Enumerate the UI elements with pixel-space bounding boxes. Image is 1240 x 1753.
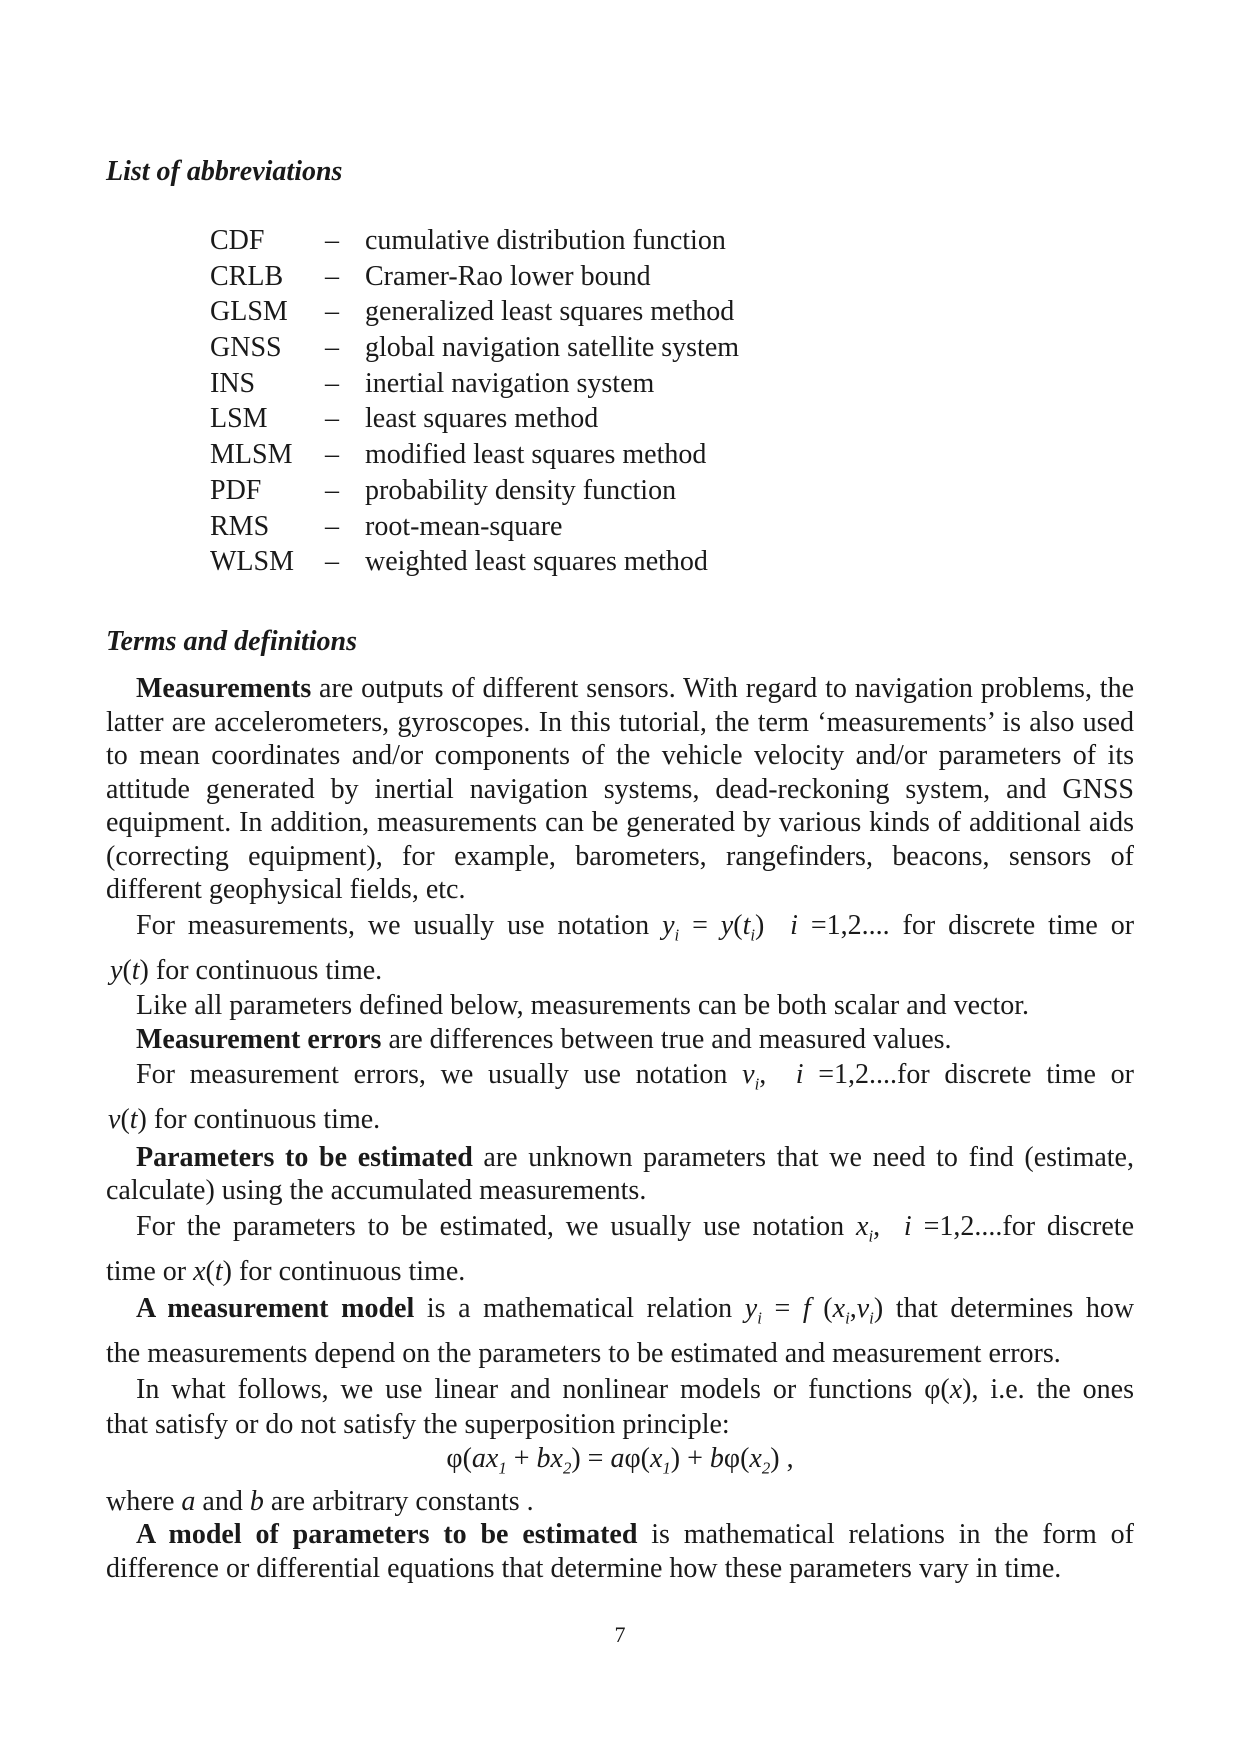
abbreviation-dash: – [325,510,339,542]
formula-vi: $v_i$, i =1,2.... [742,1059,898,1094]
definition-text: that determines how [895,1293,1135,1325]
abbreviation-row [210,330,739,366]
abbreviation-code: WLSM [210,546,294,578]
abbreviation-meaning: least squares method [365,403,599,435]
superposition-formula: $\varphi(ax_1 + bx_2) = a\varphi(x_1) + b\varphi(x_2)$ , [446,1442,794,1478]
body-text: and [202,1485,243,1517]
paragraph-continuation [106,954,1134,988]
variable-a: a [181,1485,196,1517]
abbreviation-row [210,473,739,509]
definition-text: are outputs of different sensors. With regard to navigation problems, the latter are accelerometers, gyroscopes. In this tutorial, the term ‘measurements’ is also used to mean coordinates and/or components of the vehicle velocity and/or parameters of its attitude generated by inertial navigation systems, dead-reckoning system, and GNSS equipment. In addition, measurements can be generated by various kinds of additional aids (correcting equipment), for example, barometers, rangefinders, beacons, sensors of different geophysical fields, etc. [106,673,1134,905]
notation-text: for discrete [1002,1210,1134,1242]
notation-text: for continuous time. [153,1104,381,1136]
notation-text: for discrete time or [897,1059,1135,1091]
paragraph-measurement-errors [106,1023,1134,1057]
abbreviation-dash: – [325,439,339,471]
abbreviation-dash: – [325,474,339,506]
variable-b: b [249,1485,264,1517]
abbreviation-dash: – [325,296,339,328]
formula-yi: $y_i = y(t_i)$ i =1,2.... [662,909,890,945]
definition-text: is mathematical relations in the form of difference or differential equations that determine how these parameters vary in time. [106,1519,1134,1584]
paragraph-measurement-model [106,1292,1134,1335]
abbreviation-meaning: weighted least squares method [365,546,708,578]
body-text: , i.e. the ones [971,1373,1134,1405]
formula-yt: y(t) [110,954,149,986]
abbreviation-code: CDF [210,225,265,256]
paragraph-continuation [106,1255,1134,1289]
abbreviation-code: CRLB [210,260,284,292]
notation-text: For measurements, we usually use notation [136,909,650,941]
abbreviation-dash: – [325,403,339,435]
paragraph-measurement-notation [106,909,1134,952]
definition-text: are unknown parameters that we need to find (estimate, calculate) using the accumulated measurements. [106,1141,1134,1207]
abbreviation-code: LSM [210,403,268,435]
definition-text: is a mathematical relation [414,1293,733,1325]
paragraph-parameter-model [106,1518,1134,1585]
formula-xi: $x_i$, i =1,2.... [856,1210,1003,1246]
abbreviation-row [210,437,739,473]
abbreviations-list [210,223,739,580]
abbreviation-row [210,544,739,580]
abbreviation-meaning: cumulative distribution function [365,225,726,256]
paragraph-measurements [106,672,1134,907]
paragraph-linear-models [106,1373,1134,1407]
definition-text: are differences between true and measured values. [381,1023,952,1055]
paragraph-parameters [106,1141,1134,1208]
term-parameters-to-be-estimated: Parameters to be estimated [136,1141,473,1173]
abbreviation-code: PDF [210,474,262,506]
abbreviation-meaning: root-mean-square [365,510,563,542]
abbreviation-dash: – [325,332,339,364]
formula-vt: v(t) [108,1104,147,1136]
abbreviation-code: GLSM [210,296,288,328]
abbreviation-meaning: generalized least squares method [365,296,735,328]
abbreviation-row [210,509,739,545]
abbreviation-dash: – [325,367,339,399]
abbreviation-meaning: Cramer-Rao lower bound [365,260,651,292]
notation-text: for discrete time or [902,909,1135,941]
abbreviation-row [210,259,739,295]
paragraph-continuation: that satisfy or do not satisfy the superposition principle: [106,1409,730,1441]
abbreviation-row [210,401,739,437]
term-parameter-model: A model of parameters to be estimated [136,1519,638,1551]
paragraph-parameter-notation [106,1210,1134,1253]
term-measurement-errors: Measurement errors [136,1023,382,1055]
abbreviation-code: INS [210,367,256,399]
abbreviation-row [210,366,739,402]
paragraph-continuation: the measurements depend on the parameters to be estimated and measurement errors. [106,1338,1061,1370]
abbreviation-dash: – [325,225,339,256]
abbreviation-meaning: probability density function [365,474,677,506]
notation-text: for continuous time. [155,954,383,986]
abbreviation-code: GNSS [210,332,282,364]
formula-model: $y_i = f$ $(x_i,v_i)$ [744,1293,884,1328]
abbreviation-meaning: inertial navigation system [365,367,655,399]
page-number: 7 [614,1622,626,1647]
body-text: are arbitrary constants . [270,1485,534,1517]
notation-text: time or [106,1255,187,1287]
formula-phi: φ(x) [924,1373,972,1405]
notation-text: for continuous time. [238,1255,466,1287]
paragraph-continuation [106,1103,1134,1137]
notation-text: For the parameters to be estimated, we usually use notation [136,1210,845,1242]
abbreviations-heading: List of abbreviations [106,156,343,187]
formula-xt: x(t) [193,1255,232,1287]
paragraph-scalar-vector: Like all parameters defined below, measurements can be both scalar and vector. [136,990,1030,1022]
term-measurements: Measurements [136,673,312,704]
abbreviation-row [210,223,739,259]
abbreviation-meaning: global navigation satellite system [365,332,740,364]
abbreviation-row [210,294,739,330]
body-text: In what follows, we use linear and nonlinear models or functions [136,1373,913,1405]
abbreviation-meaning: modified least squares method [365,439,707,471]
abbreviation-code: MLSM [210,439,293,471]
paragraph-error-notation [106,1058,1134,1101]
body-text: where [106,1485,175,1517]
terms-body [106,672,1134,1585]
paragraph-constants [106,1485,1134,1519]
abbreviation-dash: – [325,546,339,578]
abbreviation-code: RMS [210,510,270,542]
notation-text: For measurement errors, we usually use notation [136,1059,728,1091]
abbreviation-dash: – [325,260,339,292]
terms-heading: Terms and definitions [106,626,358,657]
term-measurement-model: A measurement model [136,1293,415,1325]
